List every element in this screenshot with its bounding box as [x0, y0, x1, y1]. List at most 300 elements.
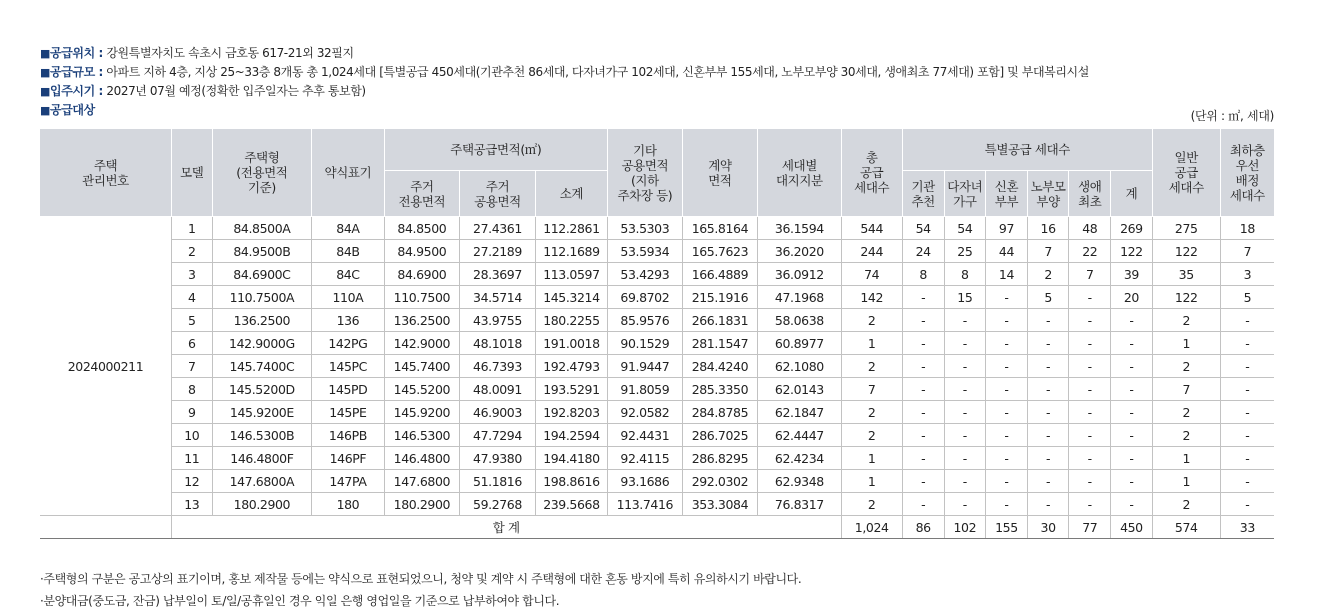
table-cell: -	[944, 447, 986, 470]
table-row	[40, 263, 1274, 286]
table-cell: 3	[172, 263, 213, 286]
table-cell: 36.0912	[758, 263, 841, 286]
table-cell: -	[986, 424, 1028, 447]
table-cell: 84.8500	[384, 217, 460, 240]
square-bullet-icon: ■	[40, 104, 50, 117]
table-cell: 146.4800F	[212, 447, 312, 470]
table-cell: 7	[1220, 240, 1274, 263]
table-cell: 35	[1152, 263, 1220, 286]
table-row	[40, 447, 1274, 470]
table-cell: 7	[1069, 263, 1111, 286]
table-cell: -	[944, 355, 986, 378]
table-cell: 7	[1027, 240, 1069, 263]
table-cell: 145.9200	[384, 401, 460, 424]
table-cell: 113.0597	[535, 263, 607, 286]
table-cell: -	[986, 401, 1028, 424]
table-cell: 122	[1152, 240, 1220, 263]
table-cell: -	[1220, 470, 1274, 493]
table-row	[40, 355, 1274, 378]
table-cell: -	[986, 355, 1028, 378]
table-cell: 145.3214	[535, 286, 607, 309]
table-cell: 194.4180	[535, 447, 607, 470]
notes	[40, 568, 801, 612]
table-cell: -	[1069, 424, 1111, 447]
table-cell: 113.7416	[608, 493, 683, 516]
info-text: 아파트 지하 4층, 지상 25~33층 8개동 총 1,024세대 [특별공급 450세대(기관추천 86세대, 다자녀가구 102세대, 신혼부부 155세대, 노부모부양 30세대, 생애최초 77세대) 포함] 및 부대복리시설	[102, 65, 1089, 79]
table-cell: 198.8616	[535, 470, 607, 493]
table-cell: -	[1069, 309, 1111, 332]
table-cell: 10	[172, 424, 213, 447]
total-cell: 77	[1069, 516, 1111, 539]
table-cell: -	[1111, 493, 1153, 516]
table-cell: 48.0091	[460, 378, 536, 401]
table-cell: 27.2189	[460, 240, 536, 263]
header-elderly: 노부모 부양	[1027, 171, 1069, 217]
header-newlywed: 신혼 부부	[986, 171, 1028, 217]
table-cell: 2	[1152, 401, 1220, 424]
table-cell: -	[1111, 355, 1153, 378]
table-cell: -	[1220, 309, 1274, 332]
info-label: 입주시기 :	[50, 84, 103, 98]
table-cell: 84B	[312, 240, 384, 263]
table-cell: -	[1111, 401, 1153, 424]
table-cell: 146.4800	[384, 447, 460, 470]
table-cell: 286.7025	[682, 424, 758, 447]
table-cell: 43.9755	[460, 309, 536, 332]
table-cell: 2	[841, 309, 902, 332]
header-type: 주택형 (전용면적 기준)	[212, 129, 312, 217]
header-general: 일반 공급 세대수	[1152, 129, 1220, 217]
table-cell: 27.4361	[460, 217, 536, 240]
table-cell: 36.1594	[758, 217, 841, 240]
table-cell: 15	[944, 286, 986, 309]
total-row	[40, 516, 1274, 539]
table-cell: -	[1069, 401, 1111, 424]
table-cell: 244	[841, 240, 902, 263]
table-cell: -	[1111, 309, 1153, 332]
supply-table	[40, 128, 1274, 539]
table-cell: -	[1111, 378, 1153, 401]
table-cell: 8	[172, 378, 213, 401]
info-move-in	[40, 82, 1089, 101]
table-cell: 91.9447	[608, 355, 683, 378]
unit-note: (단위 : ㎡, 세대)	[1190, 109, 1274, 123]
table-cell: 22	[1069, 240, 1111, 263]
table-cell: 2	[1152, 355, 1220, 378]
table-cell: 145.7400	[384, 355, 460, 378]
table-cell: 180	[312, 493, 384, 516]
table-cell: 62.4447	[758, 424, 841, 447]
table-cell: 145PE	[312, 401, 384, 424]
table-cell: 1	[1152, 332, 1220, 355]
table-cell: 20	[1111, 286, 1153, 309]
table-cell: 239.5668	[535, 493, 607, 516]
table-cell: 122	[1152, 286, 1220, 309]
table-cell: 165.8164	[682, 217, 758, 240]
header-mgmt-no: 주택 관리번호	[40, 129, 172, 217]
header-subtotal: 소계	[535, 171, 607, 217]
table-cell: 7	[841, 378, 902, 401]
table-cell: 147PA	[312, 470, 384, 493]
table-row	[40, 470, 1274, 493]
table-cell: 74	[841, 263, 902, 286]
table-cell: -	[1027, 378, 1069, 401]
total-cell: 86	[902, 516, 944, 539]
table-cell: 292.0302	[682, 470, 758, 493]
info-target	[40, 101, 1089, 120]
table-cell: 8	[902, 263, 944, 286]
table-cell: 14	[986, 263, 1028, 286]
table-cell: 147.6800	[384, 470, 460, 493]
header-contract: 계약 면적	[682, 129, 758, 217]
square-bullet-icon: ■	[40, 85, 50, 98]
table-cell: 145.9200E	[212, 401, 312, 424]
table-cell: -	[902, 447, 944, 470]
table-cell: 145.5200D	[212, 378, 312, 401]
table-cell: -	[1111, 470, 1153, 493]
table-cell: -	[1111, 447, 1153, 470]
info-label: 공급위치 :	[50, 46, 103, 60]
table-cell: 25	[944, 240, 986, 263]
info-label: 공급대상	[50, 103, 95, 117]
table-cell: -	[902, 470, 944, 493]
table-cell: 39	[1111, 263, 1153, 286]
table-cell: 7	[172, 355, 213, 378]
table-cell: -	[1220, 332, 1274, 355]
table-cell: 145PC	[312, 355, 384, 378]
table-cell: -	[944, 401, 986, 424]
square-bullet-icon: ■	[40, 47, 50, 60]
table-cell: -	[902, 378, 944, 401]
table-cell: 46.9003	[460, 401, 536, 424]
mgmt-no-cell: 2024000211	[40, 217, 172, 516]
header-common: 주거 공용면적	[460, 171, 536, 217]
table-cell: 13	[172, 493, 213, 516]
table-row	[40, 378, 1274, 401]
table-row	[40, 240, 1274, 263]
table-row	[40, 286, 1274, 309]
table-cell: 18	[1220, 217, 1274, 240]
table-cell: -	[1069, 332, 1111, 355]
table-cell: 58.0638	[758, 309, 841, 332]
table-body	[40, 217, 1274, 539]
table-cell: -	[1220, 424, 1274, 447]
table-cell: 5	[1027, 286, 1069, 309]
table-cell: 142	[841, 286, 902, 309]
header-special: 특별공급 세대수	[902, 129, 1152, 171]
table-cell: 145PD	[312, 378, 384, 401]
table-cell: -	[1027, 470, 1069, 493]
header-first-life: 생애 최초	[1069, 171, 1111, 217]
table-cell: 1	[1152, 447, 1220, 470]
info-text: 강원특별자치도 속초시 금호동 617-21외 32필지	[102, 46, 354, 60]
table-cell: 142.9000	[384, 332, 460, 355]
table-cell: 1	[1152, 470, 1220, 493]
table-cell: 46.7393	[460, 355, 536, 378]
table-cell: 110.7500	[384, 286, 460, 309]
table-cell: 136.2500	[384, 309, 460, 332]
header-institution: 기관 추천	[902, 171, 944, 217]
table-cell: -	[1069, 355, 1111, 378]
header-lowest-floor: 최하층 우선 배정 세대수	[1220, 129, 1274, 217]
table-cell: 166.4889	[682, 263, 758, 286]
table-cell: 2	[841, 355, 902, 378]
table-cell: -	[1220, 493, 1274, 516]
table-cell: 1	[841, 447, 902, 470]
table-cell: 47.9380	[460, 447, 536, 470]
table-cell: 284.4240	[682, 355, 758, 378]
table-cell: -	[1027, 424, 1069, 447]
table-cell: -	[1220, 355, 1274, 378]
table-cell: 142PG	[312, 332, 384, 355]
table-cell: 24	[902, 240, 944, 263]
note-item: ·주택형의 구분은 공고상의 표기이며, 홍보 제작물 등에는 약식으로 표현되었으니, 청약 및 계약 시 주택형에 대한 혼동 방지에 특히 유의하시기 바랍니다.	[40, 572, 802, 586]
table-cell: -	[1069, 286, 1111, 309]
table-cell: -	[1220, 378, 1274, 401]
table-cell: 6	[172, 332, 213, 355]
table-cell: 146.5300	[384, 424, 460, 447]
table-cell: -	[902, 424, 944, 447]
total-cell: 102	[944, 516, 986, 539]
table-cell: 11	[172, 447, 213, 470]
table-row	[40, 332, 1274, 355]
table-cell: -	[986, 493, 1028, 516]
table-cell: 146.5300B	[212, 424, 312, 447]
table-cell: 2	[841, 401, 902, 424]
table-cell: 5	[1220, 286, 1274, 309]
total-cell: 33	[1220, 516, 1274, 539]
header-land-share: 세대별 대지지분	[758, 129, 841, 217]
table-cell: 5	[172, 309, 213, 332]
table-cell: -	[902, 332, 944, 355]
header-other-common: 기타 공용면적 (지하 주차장 등)	[608, 129, 683, 217]
table-cell: -	[902, 309, 944, 332]
table-cell: -	[944, 493, 986, 516]
table-cell: 60.8977	[758, 332, 841, 355]
table-cell: -	[986, 470, 1028, 493]
table-cell: 62.1080	[758, 355, 841, 378]
table-cell: 90.1529	[608, 332, 683, 355]
table-row	[40, 493, 1274, 516]
square-bullet-icon: ■	[40, 66, 50, 79]
total-cell: 1,024	[841, 516, 902, 539]
header-abbr: 약식표기	[312, 129, 384, 217]
table-cell: 1	[841, 470, 902, 493]
table-cell: 2	[1152, 493, 1220, 516]
table-cell: 142.9000G	[212, 332, 312, 355]
table-cell: 97	[986, 217, 1028, 240]
table-cell: 91.8059	[608, 378, 683, 401]
table-cell: -	[986, 332, 1028, 355]
supply-info	[40, 44, 1089, 120]
table-cell: 2	[1152, 424, 1220, 447]
table-cell: -	[1027, 332, 1069, 355]
table-cell: 59.2768	[460, 493, 536, 516]
table-cell: 180.2900	[384, 493, 460, 516]
table-cell: 47.7294	[460, 424, 536, 447]
note-item: ·분양대금(중도금, 잔금) 납부일이 토/일/공휴일인 경우 익일 은행 영업일을 기준으로 납부하여야 합니다.	[40, 594, 560, 608]
table-cell: 48	[1069, 217, 1111, 240]
table-cell: -	[1220, 401, 1274, 424]
table-cell: 544	[841, 217, 902, 240]
table-cell: 192.8203	[535, 401, 607, 424]
table-cell: 110A	[312, 286, 384, 309]
table-cell: 62.0143	[758, 378, 841, 401]
table-row	[40, 217, 1274, 240]
table-row	[40, 424, 1274, 447]
table-cell: 112.1689	[535, 240, 607, 263]
table-cell: -	[902, 401, 944, 424]
table-cell: 62.1847	[758, 401, 841, 424]
table-cell: 1	[841, 332, 902, 355]
table-cell: 110.7500A	[212, 286, 312, 309]
table-cell: -	[986, 309, 1028, 332]
table-row	[40, 309, 1274, 332]
table-cell: 192.4793	[535, 355, 607, 378]
table-cell: 84.8500A	[212, 217, 312, 240]
total-cell: 450	[1111, 516, 1153, 539]
header-exclusive: 주거 전용면적	[384, 171, 460, 217]
table-cell: 145.5200	[384, 378, 460, 401]
table-cell: 84A	[312, 217, 384, 240]
table-cell: -	[1111, 332, 1153, 355]
table-cell: -	[1069, 493, 1111, 516]
table-cell: 1	[172, 217, 213, 240]
table-cell: -	[1220, 447, 1274, 470]
table-cell: 180.2900	[212, 493, 312, 516]
table-cell: 3	[1220, 263, 1274, 286]
info-location	[40, 44, 1089, 63]
table-row	[40, 401, 1274, 424]
table-cell: 269	[1111, 217, 1153, 240]
table-cell: 62.9348	[758, 470, 841, 493]
table-cell: 9	[172, 401, 213, 424]
header-total-units: 총 공급 세대수	[841, 129, 902, 217]
table-cell: -	[986, 378, 1028, 401]
table-cell: 34.5714	[460, 286, 536, 309]
table-cell: -	[902, 493, 944, 516]
header-special-sum: 계	[1111, 171, 1153, 217]
table-cell: 16	[1027, 217, 1069, 240]
total-label: 합 계	[172, 516, 842, 539]
table-cell: 136	[312, 309, 384, 332]
table-cell: 194.2594	[535, 424, 607, 447]
table-cell: 53.5303	[608, 217, 683, 240]
table-cell: 8	[944, 263, 986, 286]
table-cell: 92.4431	[608, 424, 683, 447]
table-cell: 2	[1027, 263, 1069, 286]
table-cell: 36.2020	[758, 240, 841, 263]
table-cell: -	[1027, 493, 1069, 516]
table-cell: 76.8317	[758, 493, 841, 516]
table-cell: 2	[172, 240, 213, 263]
table-cell: 353.3084	[682, 493, 758, 516]
table-cell: 285.3350	[682, 378, 758, 401]
table-cell: -	[902, 286, 944, 309]
table-cell: 53.5934	[608, 240, 683, 263]
table-cell: 54	[902, 217, 944, 240]
table-cell: 146PF	[312, 447, 384, 470]
table-cell: -	[1069, 378, 1111, 401]
table-cell: 53.4293	[608, 263, 683, 286]
table-cell: 92.0582	[608, 401, 683, 424]
table-cell: 84C	[312, 263, 384, 286]
table-cell: 84.6900	[384, 263, 460, 286]
header-multi-child: 다자녀 가구	[944, 171, 986, 217]
table-cell: 215.1916	[682, 286, 758, 309]
info-label: 공급규모 :	[50, 65, 103, 79]
table-cell: 266.1831	[682, 309, 758, 332]
table-cell: 44	[986, 240, 1028, 263]
table-cell: -	[944, 378, 986, 401]
total-cell: 30	[1027, 516, 1069, 539]
table-cell: 112.2861	[535, 217, 607, 240]
table-cell: -	[944, 309, 986, 332]
table-cell: -	[1069, 447, 1111, 470]
table-cell: 85.9576	[608, 309, 683, 332]
table-cell: -	[986, 447, 1028, 470]
table-cell: 2	[841, 424, 902, 447]
table-cell: 69.8702	[608, 286, 683, 309]
table-cell: 47.1968	[758, 286, 841, 309]
table-cell: 84.6900C	[212, 263, 312, 286]
table-cell: 147.6800A	[212, 470, 312, 493]
table-cell: 54	[944, 217, 986, 240]
table-cell: -	[1111, 424, 1153, 447]
table-cell: -	[944, 470, 986, 493]
table-cell: 2	[1152, 309, 1220, 332]
info-scale	[40, 63, 1089, 82]
table-cell: 7	[1152, 378, 1220, 401]
table-cell: 62.4234	[758, 447, 841, 470]
table-cell: 193.5291	[535, 378, 607, 401]
table-cell: -	[1027, 355, 1069, 378]
table-cell: 136.2500	[212, 309, 312, 332]
table-cell: -	[944, 424, 986, 447]
table-cell: 122	[1111, 240, 1153, 263]
table-cell: 191.0018	[535, 332, 607, 355]
table-cell: 275	[1152, 217, 1220, 240]
table-cell: 28.3697	[460, 263, 536, 286]
table-cell: 180.2255	[535, 309, 607, 332]
table-cell: -	[902, 355, 944, 378]
table-cell: 12	[172, 470, 213, 493]
table-cell: 93.1686	[608, 470, 683, 493]
header-supply-area: 주택공급면적(㎡)	[384, 129, 608, 171]
table-cell: 284.8785	[682, 401, 758, 424]
table-cell: 146PB	[312, 424, 384, 447]
header-model: 모델	[172, 129, 213, 217]
total-cell: 574	[1152, 516, 1220, 539]
table-cell: 281.1547	[682, 332, 758, 355]
table-cell: 84.9500	[384, 240, 460, 263]
empty-cell	[40, 516, 172, 539]
table-cell: 165.7623	[682, 240, 758, 263]
total-cell: 155	[986, 516, 1028, 539]
table-cell: 2	[841, 493, 902, 516]
table-cell: 92.4115	[608, 447, 683, 470]
table-cell: -	[1027, 401, 1069, 424]
table-cell: -	[1069, 470, 1111, 493]
table-cell: -	[1027, 309, 1069, 332]
table-cell: 286.8295	[682, 447, 758, 470]
table-cell: -	[1027, 447, 1069, 470]
table-cell: 51.1816	[460, 470, 536, 493]
table-cell: 4	[172, 286, 213, 309]
table-cell: 48.1018	[460, 332, 536, 355]
table-cell: 145.7400C	[212, 355, 312, 378]
table-cell: -	[986, 286, 1028, 309]
